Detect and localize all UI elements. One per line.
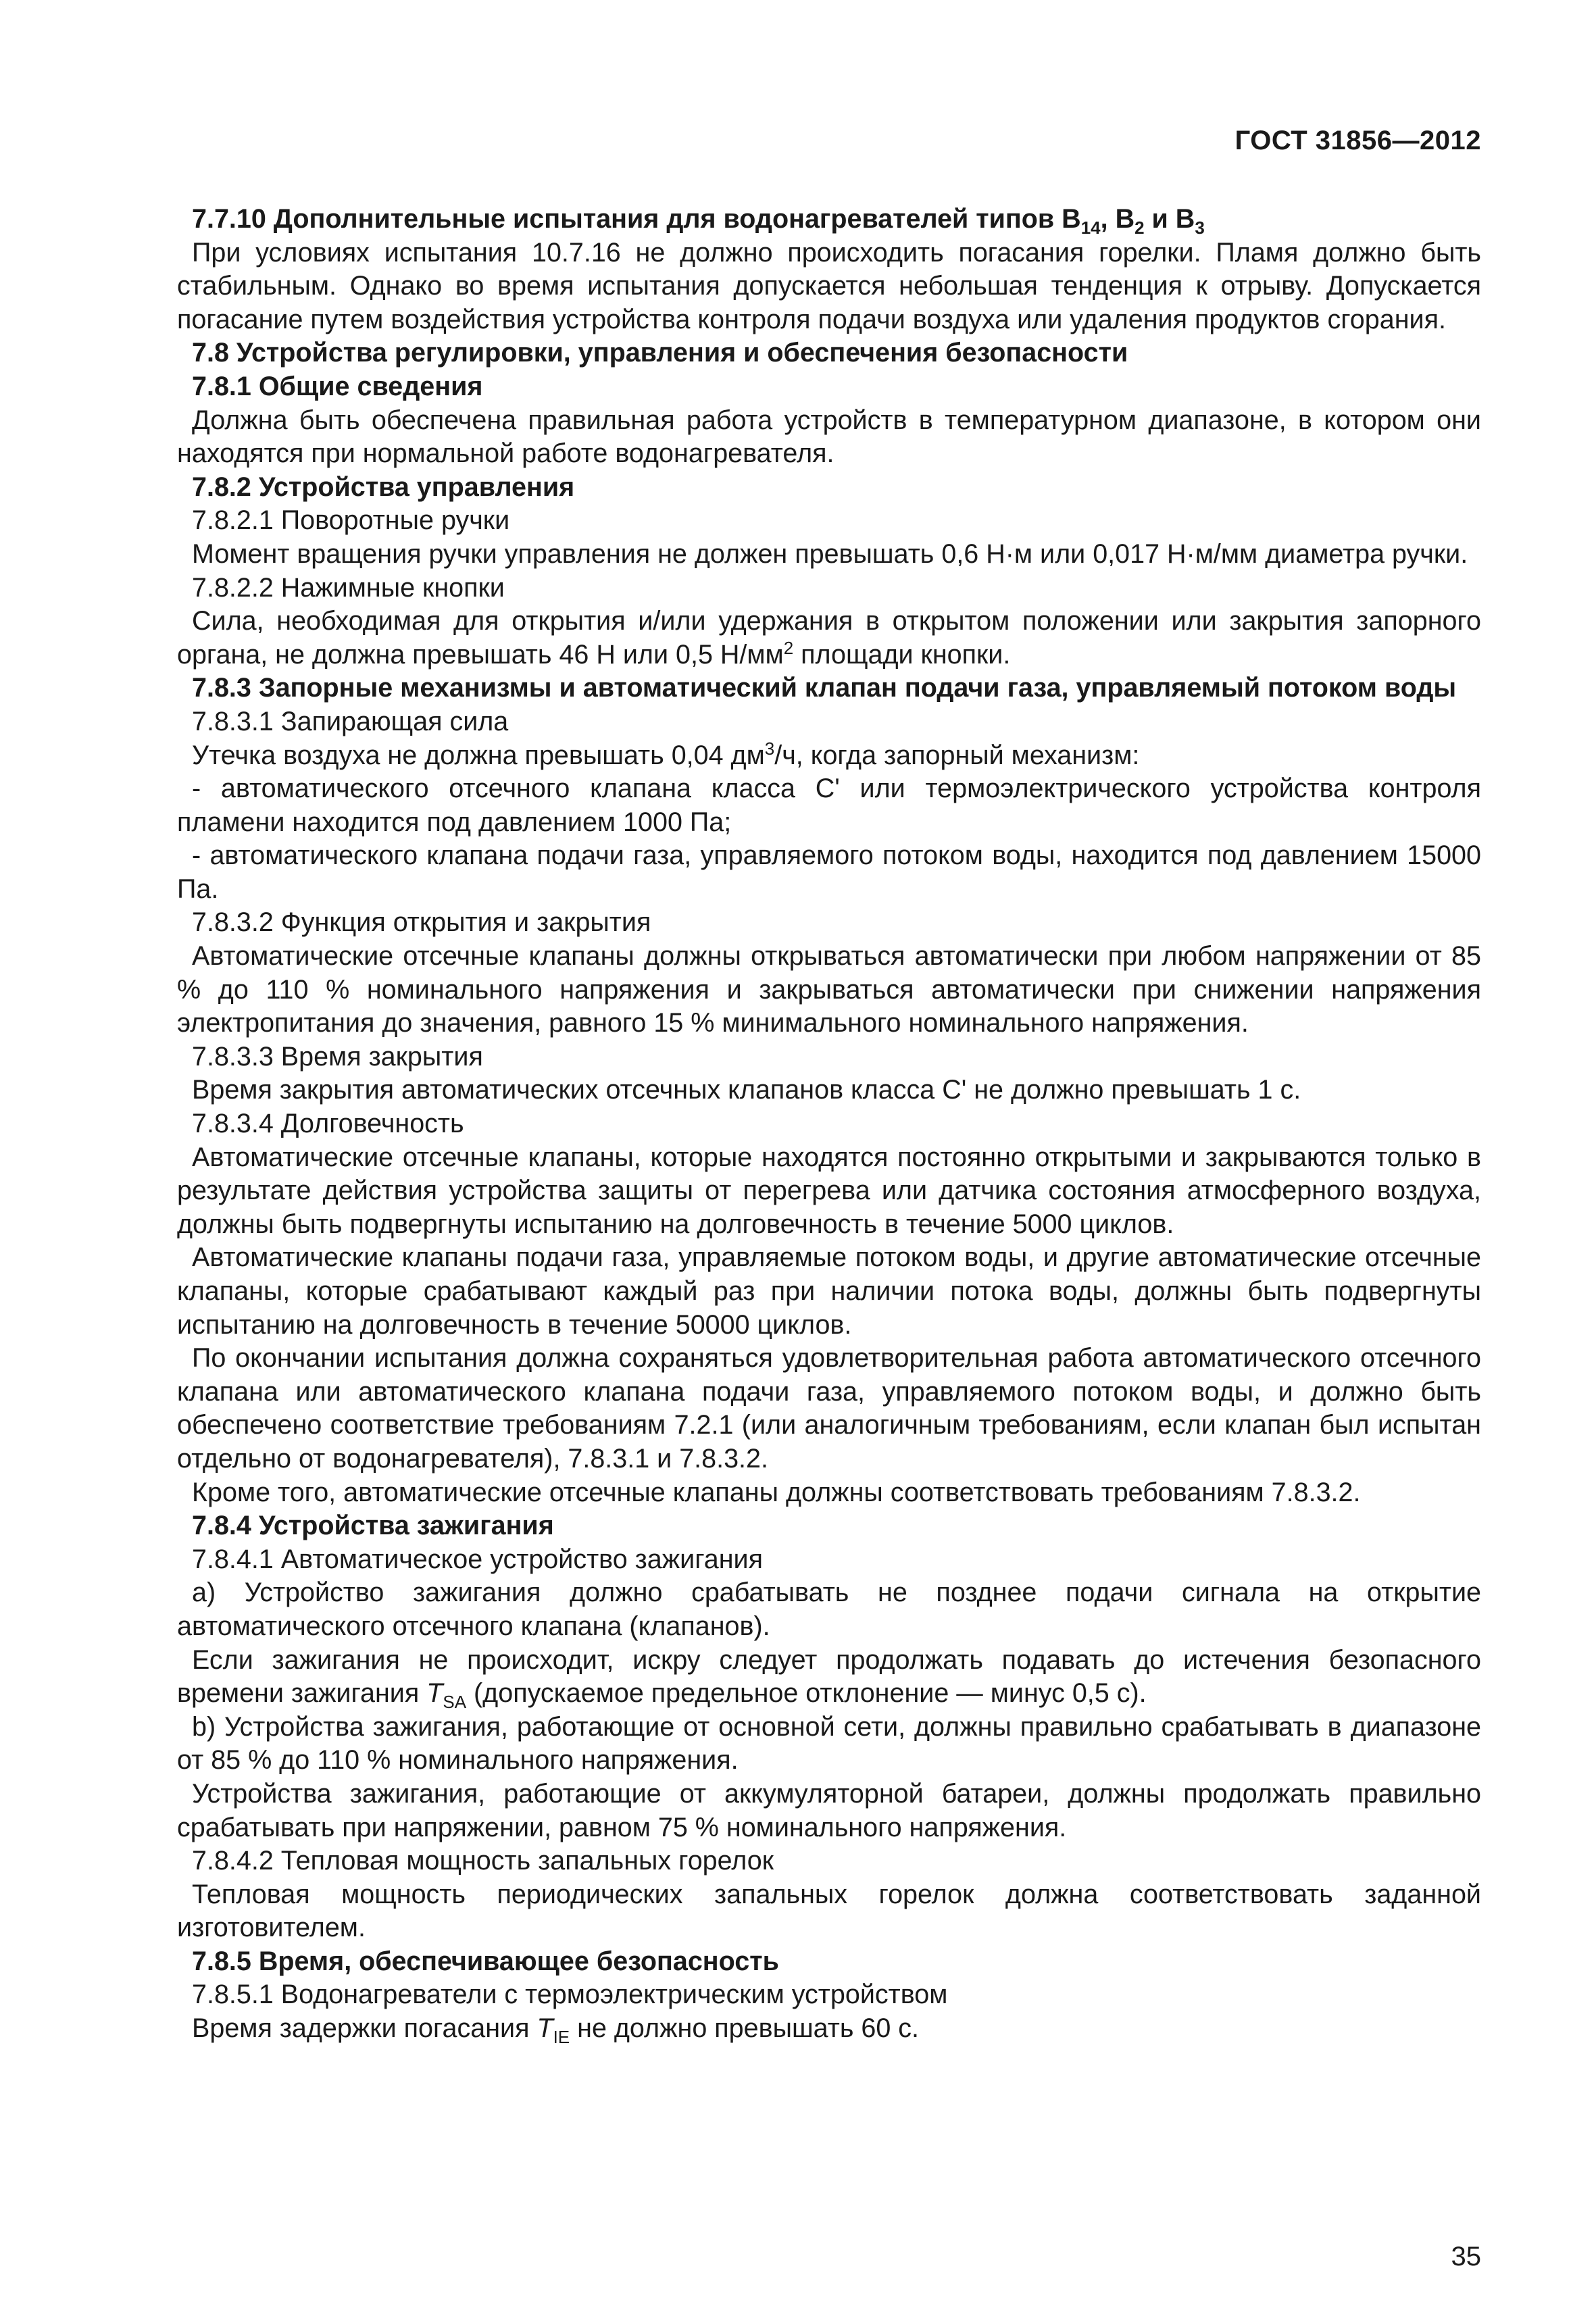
section-7-8-3-4-title: 7.8.3.4 Долговечность [192, 1109, 464, 1139]
section-7-8-3-2-title: 7.8.3.2 Функция открытия и закрытия [192, 907, 651, 938]
section-7-8-3-4-para-3: По окончании испытания должна сохраняться удовлетворительная работа автоматического отсечного клапана или автоматического клапана подачи газа, управляемого потоком воды, и должно быть обеспечено соответствие требованиям 7.2.1 (или аналогичным требованиям, если клапан был испытан отдельно от водонагревателя), 7.8.3.1 и 7.8.3.2. [177, 1343, 1481, 1474]
section-7-8-3-2-text: Автоматические отсечные клапаны должны открываться автоматически при любом напряжении от 85 % до 110 % номинального напряжения и закрываться автоматически при снижении напряжения электропитания до значения, равного 15 % минимального номинального напряжения. [177, 941, 1481, 1038]
section-7-8-4-1-battery-text: Устройства зажигания, работающие от аккумуляторной батареи, должны продолжать правильно срабатывать при напряжении, равном 75 % номинального напряжения. [177, 1778, 1481, 1842]
section-7-8-2-1-title: 7.8.2.1 Поворотные ручки [192, 505, 510, 536]
section-7-8-4-title: 7.8.4 Устройства зажигания [192, 1511, 554, 1541]
section-7-8-3-3-text: Время закрытия автоматических отсечных клапанов класса C' не должно превышать 1 с. [192, 1075, 1301, 1105]
section-7-8-5-1-title: 7.8.5.1 Водонагреватели с термоэлектрическим устройством [192, 1980, 948, 2010]
section-7-8-3-1-text: Утечка воздуха не должна превышать 0,04 $дм^3/ч$, когда запорный механизм: [192, 738, 1140, 770]
section-7-8-4-2-text: Тепловая мощность периодических запальных горелок должна соответствовать заданной изготовителем. [177, 1879, 1481, 1943]
section-7-8-2-2-title: 7.8.2.2 Нажимные кнопки [192, 572, 505, 603]
section-7-8-1-title: 7.8.1 Общие сведения [192, 371, 483, 401]
section-7-8-4-1-item-b: b) Устройства зажигания, работающие от основной сети, должны правильно срабатывать в диапазоне от 85 % до 110 % номинального напряжения. [177, 1711, 1481, 1776]
page-number: 35 [1451, 2242, 1481, 2271]
section-7-8-3-title: 7.8.3 Запорные механизмы и автоматический клапан подачи газа, управляемый потоком воды [192, 673, 1457, 703]
section-7-8-title: 7.8 Устройства регулировки, управления и обеспечения безопасности [192, 338, 1128, 368]
section-7-8-1-text: Должна быть обеспечена правильная работа устройств в температурном диапазоне, в котором они находятся при нормальной работе водонагревателя. [177, 405, 1481, 469]
section-7-8-4-1-title: 7.8.4.1 Автоматическое устройство зажигания [192, 1544, 764, 1574]
section-7-8-3-1-title: 7.8.3.1 Запирающая сила [192, 706, 509, 736]
section-7-8-3-4-para-4: Кроме того, автоматические отсечные клапаны должны соответствовать требованиям 7.8.3.2. [192, 1477, 1361, 1507]
section-7-8-4-1-item-a: a) Устройство зажигания должно срабатывать не позднее подачи сигнала на открытие автоматического отсечного клапана (клапанов). [177, 1578, 1481, 1641]
section-7-7-10-text: При условиях испытания 10.7.16 не должно происходить погасания горелки. Пламя должно быть стабильным. Однако во время испытания допускается небольшая тенденция к отрыву. Допускается погасание путем воздействия устройства контроля подачи воздуха или удаления продуктов сгорания. [177, 237, 1481, 334]
section-7-8-3-4-para-1: Автоматические отсечные клапаны, которые находятся постоянно открытыми и закрываются только в результате действия устройства защиты от перегрева или датчика состояния атмосферного воздуха, должны быть подвергнуты испытанию на долговечность в течение 5000 циклов. [177, 1142, 1481, 1239]
section-7-8-3-3-title: 7.8.3.3 Время закрытия [192, 1041, 483, 1072]
document-number: ГОСТ 31856—2012 [1235, 126, 1481, 155]
section-7-8-4-2-title: 7.8.4.2 Тепловая мощность запальных горелок [192, 1846, 774, 1876]
section-7-8-2-1-text: Момент вращения ручки управления не должен превышать 0,6 Н·м или 0,017 Н·м/мм диаметра ручки. [192, 538, 1468, 569]
section-7-8-3-4-para-2: Автоматические клапаны подачи газа, управляемые потоком воды, и другие автоматические отсечные клапаны, которые срабатывают каждый раз при наличии потока воды, должны быть подвергнуты испытанию на долговечность в течение 50000 циклов. [177, 1242, 1481, 1340]
section-7-8-2-title: 7.8.2 Устройства управления [192, 472, 575, 502]
section-7-8-4-1-spark-text: Если зажигания не происходит, искру следует продолжать подавать до истечения безопасного времени зажигания $T_{SA}$ (допускаемое предельное отклонение — минус 0,5 с). [177, 1644, 1481, 1713]
page-body [177, 203, 1481, 2046]
section-7-8-3-1-item-1: - автоматического отсечного клапана класса C' или термоэлектрического устройства контроля пламени находится под давлением 1000 Па; [177, 774, 1481, 837]
section-7-8-2-2-text: Сила, необходимая для открытия и/или удержания в открытом положении или закрытия запорного органа, не должна превышать 46 Н или 0,5 $Н/мм^2$ площади кнопки. [177, 606, 1481, 670]
section-7-7-10-title: 7.7.10 Дополнительные испытания для водонагревателей типов $B_{14}$, $B_2$ и $B_3$ [192, 204, 1205, 238]
section-7-8-3-1-item-2: - автоматического клапана подачи газа, управляемого потоком воды, находится под давлением 15000 Па. [177, 840, 1481, 904]
section-7-8-5-title: 7.8.5 Время, обеспечивающее безопасность [192, 1946, 779, 1976]
section-7-8-5-1-text: Время задержки погасания $T_{IE}$ не должно превышать 60 с. [192, 2013, 920, 2047]
